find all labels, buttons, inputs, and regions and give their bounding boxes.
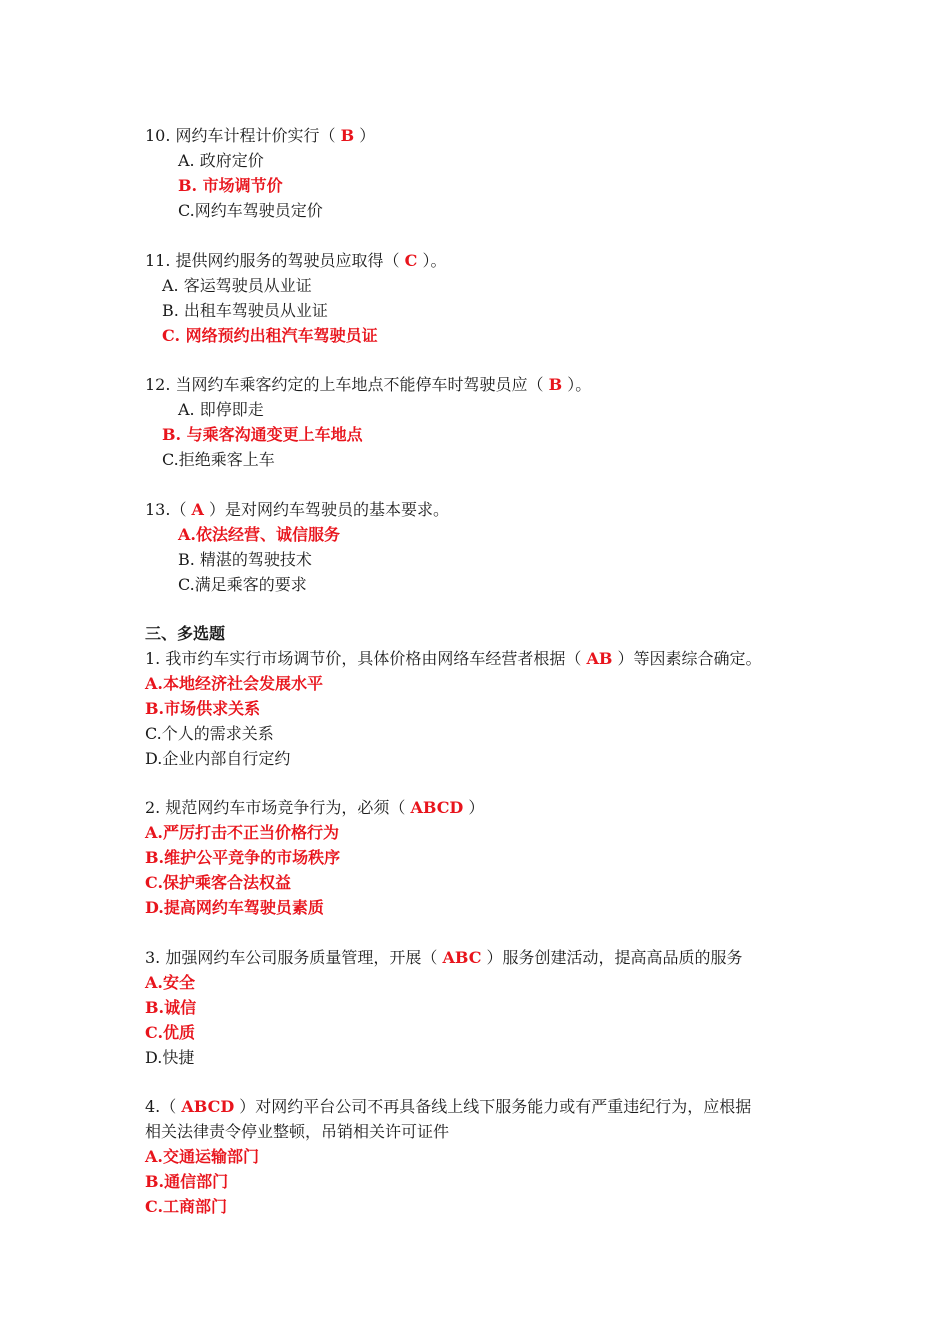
question-13: 13.（ A ）是对网约车驾驶员的基本要求。 [145,500,450,519]
option-c-correct: C. 网络预约出租汽车驾驶员证 [162,326,378,345]
question-10: 10. 网约车计程计价实行（ B ） [145,126,376,145]
answer-mark: ABCD [181,1097,235,1116]
option-b-correct: B.通信部门 [145,1172,229,1191]
option-c-correct: C.保护乘客合法权益 [145,873,292,892]
answer-mark: AB [586,649,613,668]
answer-mark: B [340,126,355,145]
question-12: 12. 当网约车乘客约定的上车地点不能停车时驾驶员应（ B ）。 [145,375,592,394]
option-d-correct: D.提高网约车驾驶员素质 [145,898,324,917]
question-11: 11. 提供网约服务的驾驶员应取得（ C ）。 [145,251,447,270]
option-d: D.快捷 [145,1048,195,1067]
option-a: A. 即停即走 [178,400,264,419]
option-a-correct: A.严厉打击不正当价格行为 [145,823,339,842]
option-b-correct: B.市场供求关系 [145,699,261,718]
answer-mark: ABC [442,948,482,967]
option-a-correct: A.交通运输部门 [145,1147,259,1166]
option-c-correct: C.工商部门 [145,1197,228,1216]
answer-mark: C [404,251,418,270]
multi-question-1: 1. 我市约车实行市场调节价，具体价格由网络车经营者根据（ AB ）等因素综合确定。 [145,649,762,668]
option-c-correct: C.优质 [145,1023,196,1042]
option-a-correct: A.依法经营、诚信服务 [178,525,340,544]
option-c: C.满足乘客的要求 [178,575,307,594]
multi-question-4: 4.（ ABCD ）对网约平台公司不再具备线上线下服务能力或有严重违纪行为，应根据 [145,1097,752,1116]
option-c: C.拒绝乘客上车 [162,450,275,469]
option-d: D.企业内部自行定约 [145,749,291,768]
option-b-correct: B. 市场调节价 [178,176,283,195]
option-b-correct: B.维护公平竞争的市场秩序 [145,848,341,867]
option-b-correct: B. 与乘客沟通变更上车地点 [162,425,363,444]
option-c: C.个人的需求关系 [145,724,274,743]
option-a: A. 客运驾驶员从业证 [162,276,312,295]
multi-question-3: 3. 加强网约车公司服务质量管理，开展（ ABC ）服务创建活动，提高高品质的服务 [145,948,743,967]
option-c: C.网约车驾驶员定价 [178,201,323,220]
section-title: 三、多选题 [145,624,226,643]
option-b: B. 精湛的驾驶技术 [178,550,312,569]
option-a: A. 政府定价 [178,151,264,170]
answer-mark: ABCD [410,798,464,817]
question-continuation: 相关法律责令停业整顿，吊销相关许可证件 [145,1122,450,1141]
answer-mark: A [191,500,204,519]
option-a-correct: A.本地经济社会发展水平 [145,674,323,693]
multi-question-2: 2. 规范网约车市场竞争行为，必须（ ABCD ） [145,798,485,817]
answer-mark: B [548,375,563,394]
option-a-correct: A.安全 [145,973,195,992]
option-b: B. 出租车驾驶员从业证 [162,301,328,320]
option-b-correct: B.诚信 [145,998,197,1017]
